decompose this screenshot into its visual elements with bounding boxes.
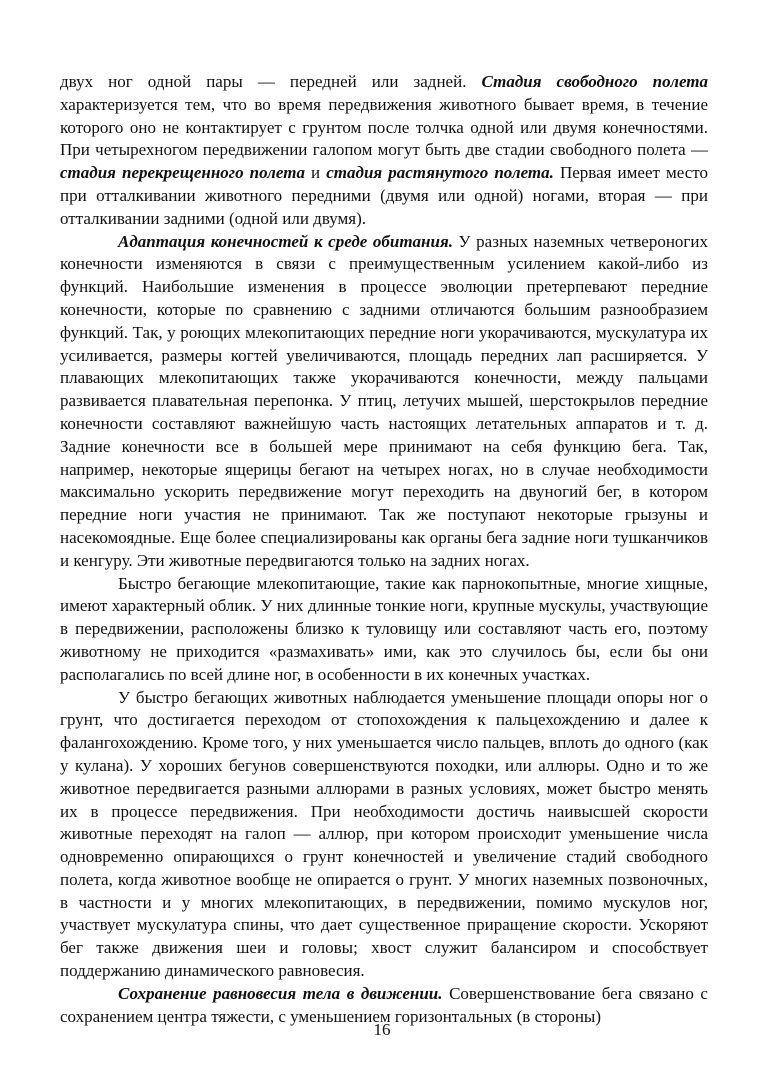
text-run: двух ног одной пары — передней или задней. <box>60 72 482 91</box>
section-heading-limb-adaptation: Адаптация конечностей к среде обитания. <box>118 231 453 251</box>
page-number: 16 <box>373 1020 391 1039</box>
text-run: Быстро бегающие млекопитающие, такие как парнокопытные, многие хищные, имеют характерный облик. У них длинные тонкие ноги, крупные мускулы, участвующие в передвижении, расположены близко к туловищу или составляют часть его, поэтому животному не приходится «размахивать» ими, как это случилось бы, если бы они располагались по всей длине ног, в особенности в их конечных участках. <box>60 573 708 684</box>
paragraph <box>60 573 708 687</box>
text-run: Первая имеет место при отталкивании животного передними (двумя или одной) ногами, вторая — при отталкивании задними (одной или двумя). <box>60 163 708 228</box>
paragraph <box>60 231 708 573</box>
text-run: У разных наземных четвероногих конечности изменяются в связи с преимущественным усилением какой-либо из функций. Наибольшие изменения в процессе эволюции претерпевают передние конечности, которые по сравнению с задними отличаются большим разнообразием функций. Так, у роющих млекопитающих передние ноги укорачиваются, мускулатура их усиливается, размеры когтей увеличиваются, площадь передних лап расширяется. У плавающих млекопитающих также укорачиваются конечности, между пальцами развивается плавательная перепонка. У птиц, летучих мышей, шерстокрылов передние конечности составляют важнейшую часть настоящих летательных аппаратов и т. д. Задние конечности все в большей мере принимают на себя функцию бега. Так, например, некоторые ящерицы бегают на четырех ногах, но в случае необходимости максимально ускорить передвижение могут переходить на двуногий бег, в котором передние ноги участия не принимают. Так же поступают некоторые грызуны и насекомоядные. Еще более специализированы как органы бега задние ноги тушканчиков и кенгуру. Эти животные передвигаются только на задних ногах. <box>60 231 708 570</box>
paragraph <box>60 71 708 231</box>
paragraph <box>60 687 708 983</box>
body-text <box>60 71 708 1028</box>
text-run: и <box>304 163 327 183</box>
term-free-flight-stage: Стадия свободного полета <box>481 72 708 91</box>
text-run: Совершенствование бега связано с сохранением центра тяжести, с уменьшением горизонтальных (в стороны) <box>60 983 708 1026</box>
text-run: У быстро бегающих животных наблюдается уменьшение площади опоры ног о грунт, что достигается переходом от стопохождения к пальцехождению и далее к фалангохождению. Кроме того, у них уменьшается число пальцев, вплоть до одного (как у кулана). У хороших бегунов совершенствуются походки, или аллюры. Одно и то же животное передвигается разными аллюрами в разных условиях, может быстро менять их в процессе передвижения. При необходимости достичь наивысшей скорости животные переходят на галоп — аллюр, при котором происходит уменьшение числа одновременно опирающихся о грунт конечностей и увеличение стадий свободного полета, когда животное вообще не опирается о грунт. У многих наземных позвоночных, в частности и у многих млекопитающих, в передвижении, помимо мускулов ног, участвует мускулатура спины, что дает существенное приращение скорости. Ускоряют бег также движения шеи и головы; хвост служит балансиром и способствует поддержанию динамического равновесия. <box>60 687 708 981</box>
section-heading-balance: Сохранение равновесия тела в движении. <box>118 983 443 1003</box>
term-crossed-flight-stage: стадия перекрещенного полета <box>60 163 305 183</box>
text-run: характеризуется тем, что во время передвижения животного бывает время, в течение которого оно не контактирует с грунтом после толчка одной или двумя конечностями. При четырехногом передвижении галопом могут быть две стадии свободного полета — <box>60 94 708 160</box>
term-extended-flight-stage: стадия растянутого полета. <box>326 163 554 183</box>
